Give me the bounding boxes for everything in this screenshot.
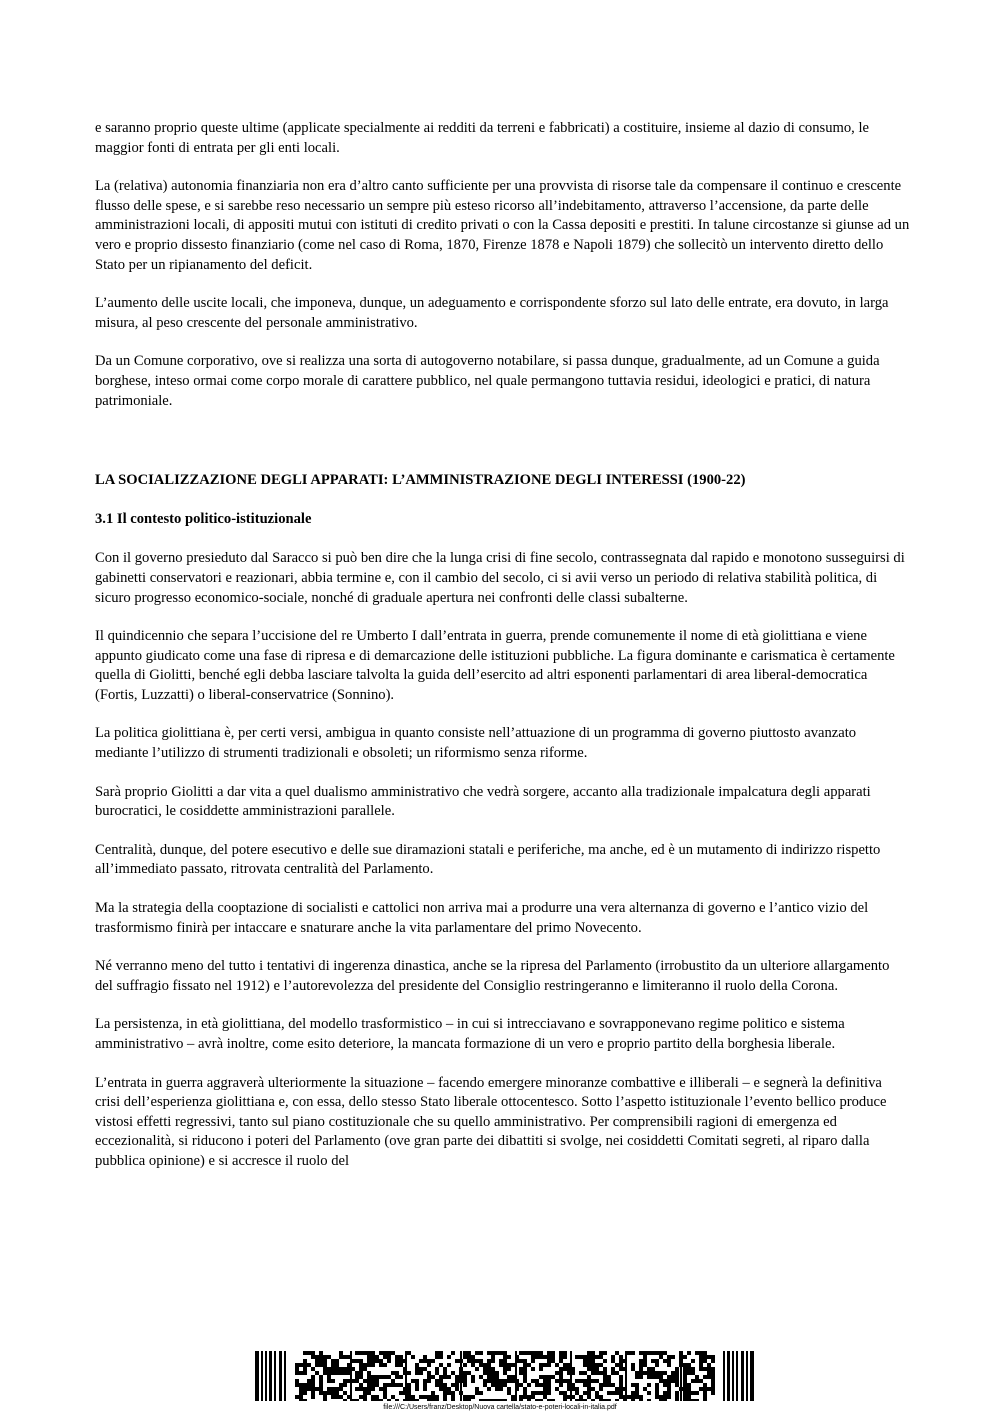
paragraph: La persistenza, in età giolittiana, del modello trasformistico – in cui si intrecciavano e sovrapponevano regime politico e sistema amministrativo – avrà inoltre, come esito deteriore, la mancata formazione di un vero e proprio partito della borghesia liberale. bbox=[95, 1016, 845, 1052]
paragraph: Il quindicennio che separa l’uccisione del re Umberto I dall’entrata in guerra, prende comunemente il nome di età giolittiana e viene appunto giudicato come una fase di ripresa e di demarcazione delle istituzioni pubbliche. La figura dominante e carismatica è certamente quella di Giolitti, benché egli debba lasciare talvolta la guida dell’esercito ad altri esponenti parlamentari di area liberal-democratica (Fortis, Luzzatti) o liberal-conservatrice (Sonnino). bbox=[95, 628, 895, 703]
barcode-image bbox=[255, 1351, 755, 1401]
barcode-graphic bbox=[255, 1351, 755, 1401]
paragraph: Ma la strategia della cooptazione di socialisti e cattolici non arriva mai a produrre una vera alternanza di governo e l’antico vizio del trasformismo finirà per intaccare e snaturare anche la vita parlamentare del primo Novecento. bbox=[95, 900, 869, 936]
paragraph: Sarà proprio Giolitti a dar vita a quel dualismo amministrativo che vedrà sorgere, accanto alla tradizionale impalcatura degli apparati burocratici, le cosiddette amministrazioni parallele. bbox=[95, 783, 871, 820]
subsection-heading: 3.1 Il contesto politico-istituzionale bbox=[95, 510, 312, 527]
document-page bbox=[95, 119, 910, 1191]
paragraph: e saranno proprio queste ultime (applicate specialmente ai redditi da terreni e fabbricati) a costituire, insieme al dazio di consumo, le maggior fonti di entrata per gli enti locali. bbox=[95, 120, 869, 156]
paragraph: Né verranno meno del tutto i tentativi di ingerenza dinastica, anche se la ripresa del Parlamento (irrobustito da un ulteriore allargamento del suffragio fissato nel 1912) e l’autorevolezza del presidente del Consiglio restringeranno e limiteranno il ruolo della Corona. bbox=[95, 958, 890, 994]
paragraph: Con il governo presieduto dal Saracco si può ben dire che la lunga crisi di fine secolo, contrassegnata dal rapido e monotono susseguirsi di gabinetti conservatori e reazionari, abbia termine e, con il cambio del secolo, ci si avii verso un periodo di relativa stabilità politica, di sicuro progresso economico-sociale, nonché di graduale apertura nei confronti delle classi subalterne. bbox=[95, 550, 905, 606]
paragraph: Centralità, dunque, del potere esecutivo e delle sue diramazioni statali e periferiche, ma anche, ed è un mutamento di indirizzo rispetto all’immediato passato, ritrovata centralità del Parlamento. bbox=[95, 841, 881, 878]
section-heading: LA SOCIALIZZAZIONE DEGLI APPARATI: L’AMMINISTRAZIONE DEGLI INTERESSI (1900-22) bbox=[95, 472, 746, 489]
paragraph: Da un Comune corporativo, ove si realizza una sorta di autogoverno notabilare, si passa dunque, gradualmente, ad un Comune a guida borghese, inteso ormai come corpo morale di carattere pubblico, nel quale permangono tuttavia residui, ideologici e pratici, di natura patrimoniale. bbox=[95, 353, 880, 409]
paragraph: La (relativa) autonomia finanziaria non era d’altro canto sufficiente per una provvista di risorse tale da compensare il continuo e crescente flusso delle spese, e si sarebbe reso necessario un sempre più esteso ricorso all’indebitamento, attraverso l’accensione, da parte delle amministrazioni locali, di appositi mutui con istituti di credito privati o con la Cassa depositi e prestiti. In talune circostanze si giunse ad un vero e proprio dissesto finanziario (come nel caso di Roma, 1870, Firenze 1878 e Napoli 1879) che sollecitò un intervento diretto dello Stato per un ripianamento del deficit. bbox=[95, 178, 910, 273]
paragraph: L’entrata in guerra aggraverà ulteriormente la situazione – facendo emergere minoranze combattive e illiberali – e segnerà la definitiva crisi dell’esperienza giolittiana e, con essa, dello stesso Stato liberale ottocentesco. Sotto l’aspetto istituzionale l’evento bellico produce vistosi effetti regressivi, tanto sul piano costituzionale che su quello amministrativo. Per comprensibili ragioni di emergenza ed eccezionalità, si riducono i poteri del Parlamento (ove gran parte dei dibattiti si svolge, nei cosiddetti Comitati segreti, al riparo dalla pubblica opinione) e si accresce il ruolo del bbox=[95, 1074, 887, 1169]
file-path-footer: file:///C:/Users/franz/Desktop/Nuova cartella/stato-e-poteri-locali-in-italia.pdf bbox=[383, 1404, 617, 1411]
paragraph: L’aumento delle uscite locali, che imponeva, dunque, un adeguamento e corrispondente sforzo sul lato delle entrate, era dovuto, in larga misura, al peso crescente del personale amministrativo. bbox=[95, 295, 889, 331]
paragraph: La politica giolittiana è, per certi versi, ambigua in quanto consiste nell’attuazione di un programma di governo piuttosto avanzato mediante l’utilizzo di strumenti tradizionali e obsoleti; un riformismo senza riforme. bbox=[95, 725, 857, 762]
